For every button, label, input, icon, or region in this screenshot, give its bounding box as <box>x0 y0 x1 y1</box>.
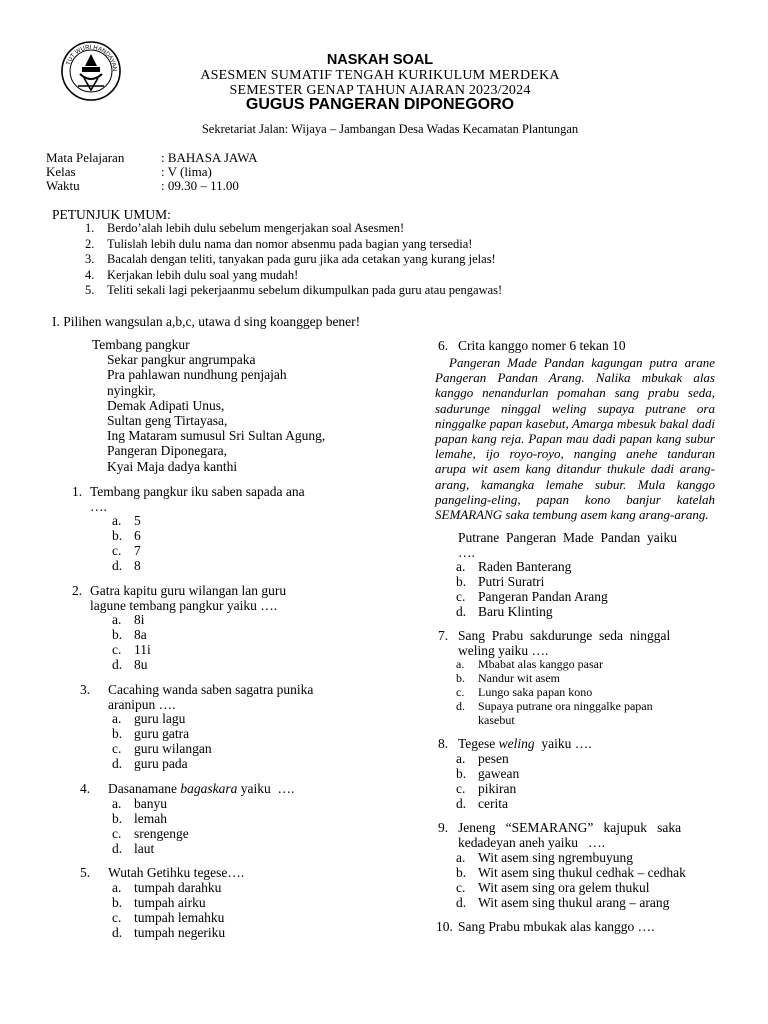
svg-text:TUT WURI HANDAYANI: TUT WURI HANDAYAN <box>65 44 118 72</box>
doc-subtitle-3: GUGUS PANGERAN DIPONEGORO <box>245 96 515 113</box>
doc-subtitle-2: SEMESTER GENAP TAHUN AJARAN 2023/2024 <box>229 83 531 98</box>
poem-line: Demak Adipati Unus, <box>107 397 225 413</box>
poem-line: Pra pahlawan nundhung penjajah <box>107 367 287 383</box>
poem-line: Kyai Maja dadya kanthi <box>107 458 238 474</box>
poem-line: Ing Mataram sumusul Sri Sultan Agung, <box>107 428 326 444</box>
poem <box>92 337 325 474</box>
address: Sekretariat Jalan: Wijaya – Jambangan Desa Wadas Kecamatan Plantungan <box>201 122 579 136</box>
instructions-title: PETUNJUK UMUM: <box>52 207 171 222</box>
instruction-item: 2. Tulislah lebih dulu nama dan nomor absenmu pada bagian yang tersedia! <box>85 236 473 251</box>
instruction-item: 5. Teliti sekali lagi pekerjaanmu sebelum dikumpulkan pada guru atau pengawas! <box>85 283 503 297</box>
poem-title: Tembang pangkur <box>92 337 190 352</box>
doc-title: NASKAH SOAL <box>326 52 434 68</box>
instruction-item: 4. Kerjakan lebih dulu soal yang mudah! <box>85 267 299 282</box>
story-passage: Pangeran Made Pandan kagungan putra arane Pangeran Pandan Arang. Nalika mbukak alas kanggo nenandurlan pomahan sang prabu seda, sadurunge ninggal weling supaya putrane ora ninggalke papan kasebut, Amarga mbesuk bakal dadi papan kang reja. Papan mau dadi papan kang subur lemahe, ijo royo-royo, nanging anehe tanduran arupa wit asem kang ditandur thukule dadi arang-arang, kamangka lemahe subur. Mula kanggo pangeling-eling, papan kono banjur katelah SEMARANG saka tembung asem kang arang-arang. <box>435 355 715 523</box>
tut-wuri-handayani-logo <box>60 40 122 102</box>
instructions-list <box>85 221 502 299</box>
doc-subtitle-1: ASESMEN SUMATIF TENGAH KURIKULUM MERDEKA <box>200 68 560 83</box>
poem-line: Sultan geng Tirtayasa, <box>107 413 228 429</box>
instruction-item: 1. Berdo’alah lebih dulu sebelum mengerjakan soal Asesmen! <box>85 221 405 235</box>
poem-line: nyingkir, <box>107 382 156 398</box>
instruction-item: 3. Bacalah dengan teliti, tanyakan pada guru jika ada cetakan yang kurang jelas! <box>85 252 496 266</box>
section-heading: I. Pilihen wangsulan a,b,c, utawa d sing koanggep bener! <box>52 314 361 329</box>
poem-line: Pangeran Diponegara, <box>107 443 227 459</box>
poem-line: Sekar pangkur angrumpaka <box>107 352 256 368</box>
